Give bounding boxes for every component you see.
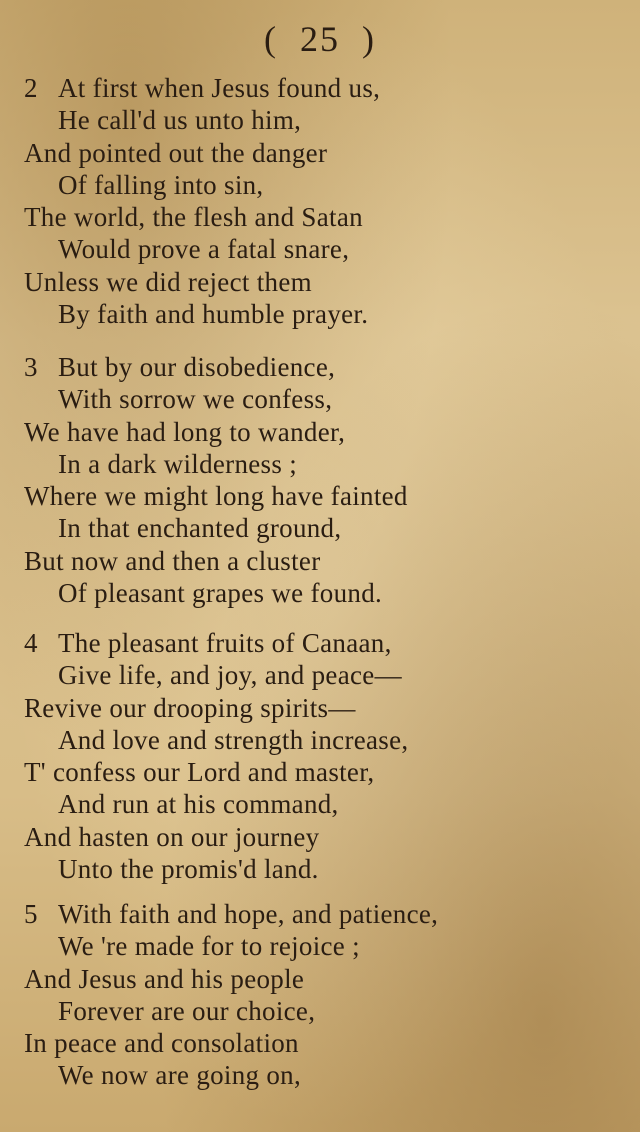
verse-line: Unless we did reject them: [24, 266, 312, 297]
verse-line: And run at his command,: [58, 789, 339, 820]
verse-line: In peace and consolation: [24, 1028, 299, 1059]
verse-line: 4 The pleasant fruits of Canaan,: [24, 628, 392, 658]
verse-line: 2 At first when Jesus found us,: [24, 73, 381, 103]
stanza-3: [24, 351, 624, 609]
close-paren: ): [362, 19, 376, 59]
verse-line: Where we might long have fainted: [24, 481, 408, 512]
open-paren: (: [264, 19, 278, 59]
verse-line: The world, the flesh and Satan: [24, 202, 363, 233]
stanza-4: [24, 627, 624, 885]
verse-line: And hasten on our journey: [24, 821, 320, 852]
verse-line: We have had long to wander,: [24, 416, 346, 447]
verse-line: 5 With faith and hope, and patience,: [24, 899, 439, 929]
verse-line: Would prove a fatal snare,: [58, 234, 350, 265]
verse-line: With sorrow we confess,: [58, 384, 333, 415]
stanza-number: 5: [24, 899, 38, 929]
page-number: 25: [300, 19, 340, 59]
verse-line: But now and then a cluster: [24, 545, 321, 576]
verse-line: We now are going on,: [58, 1060, 302, 1091]
verse-line: Of falling into sin,: [58, 169, 264, 200]
verse-line: Revive our drooping spirits—: [24, 692, 356, 723]
verse-line: And Jesus and his people: [24, 963, 305, 994]
verse-line: In a dark wilderness ;: [58, 448, 298, 479]
stanza-number: 3: [24, 352, 38, 382]
stanza-number: 2: [24, 73, 38, 103]
verse-line: And pointed out the danger: [24, 137, 328, 168]
stanza-2: [24, 72, 624, 330]
stanza-number: 4: [24, 628, 38, 658]
stanza-5: [24, 898, 624, 1092]
verse-line: He call'd us unto him,: [58, 105, 302, 136]
verse-line: By faith and humble prayer.: [58, 299, 369, 330]
verse-line: Forever are our choice,: [58, 995, 316, 1026]
page-header: [0, 18, 640, 60]
verse-line: In that enchanted ground,: [58, 513, 342, 544]
verse-line: And love and strength increase,: [58, 724, 409, 755]
verse-line: Unto the promis'd land.: [58, 854, 319, 885]
verse-line: Of pleasant grapes we found.: [58, 578, 383, 609]
verse-line: 3 But by our disobedience,: [24, 352, 336, 382]
verse-line: T' confess our Lord and master,: [24, 757, 375, 788]
verse-line: We 're made for to rejoice ;: [58, 931, 360, 962]
verse-line: Give life, and joy, and peace—: [58, 660, 402, 691]
